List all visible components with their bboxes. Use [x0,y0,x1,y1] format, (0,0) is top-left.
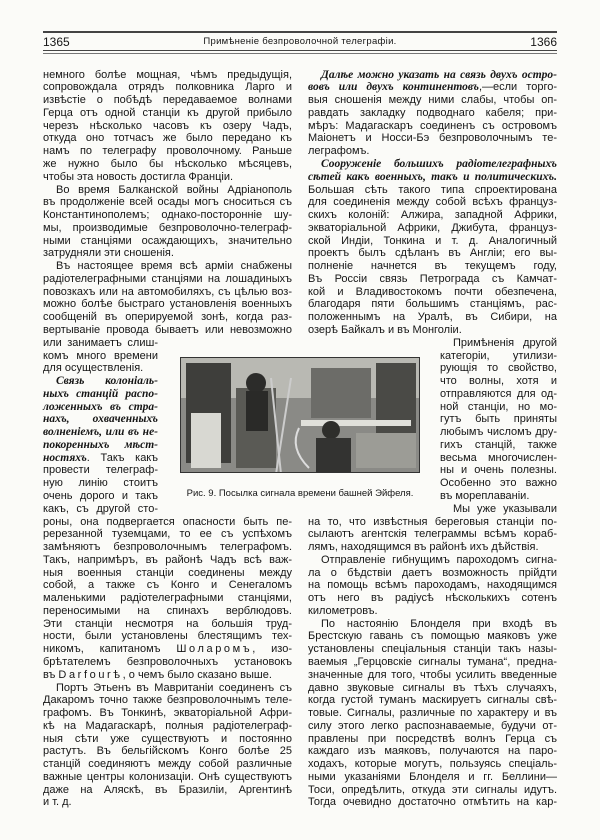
left-column-text-line [43,145,292,158]
right-column-text-line [308,669,557,682]
italic-text: волненіемъ, или въ не- [43,426,158,439]
right-column-text-line [440,362,557,375]
body-text: гихъ станцій, также [440,438,557,451]
body-text: сылаютъ агентскія телеграммы всѣмъ кораб- [308,528,557,541]
right-column-text-line [308,720,557,733]
body-text: ваемыя „Герцовскіе сигналы тумана“, предна- [308,656,557,669]
left-column-text-line [43,132,292,145]
right-column-text-line [308,771,557,784]
left-column-text-line [43,758,292,771]
body-text: на то, что извѣстныя береговыя станціи по- [308,515,557,528]
right-column-text-line [440,490,557,503]
running-title: Примѣненіе безпроволочной телеграфіи. [203,36,397,47]
left-column-text-line [43,388,158,401]
body-text: озерѣ Байкалъ и въ Монголіи. [308,324,462,336]
right-column-text-line [308,158,557,171]
body-text: . Такъ какъ [86,451,158,464]
body-text: въ продолженіе всей осады могъ сноситься съ [43,196,292,209]
body-text: сообщеній въ оперируемой зонѣ, когда раз- [43,311,292,324]
body-text: отъ него въ радіусѣ нѣсколькихъ сотенъ [308,592,557,605]
right-column-text-line [308,733,557,746]
right-column-text-line [308,605,557,618]
body-text: станцій соединяютъ между собой различные [43,758,292,771]
right-column-text-line [308,311,557,324]
body-text: ной станціи, но мо- [440,400,557,413]
body-text: же нужно было бы нѣсколько мѣсяцевъ, [43,157,292,170]
body-text: скихъ колоній: Алжира, западной Африки, [308,209,557,222]
body-text: графомъ. Въ Тонкинѣ, экваторіальной Афри- [43,707,292,720]
body-text: , о чемъ было сказано выше. [122,668,272,681]
left-column-text-line [43,260,292,273]
right-column-text-line [308,132,557,145]
body-text: роны, она подвергается опасности быть пе- [43,515,292,528]
body-text: Тоси, опредѣлить, откуда эти сигналы идутъ. [308,783,557,796]
body-text: гутъ быть приняты [440,413,557,426]
right-column-text-line [308,247,557,260]
body-text: маленькими радіотелеграфными станціями, [43,592,292,605]
right-column-text-line [308,630,557,643]
right-column-text-line [440,439,557,452]
body-text: на помощь всѣмъ пароходамъ, находящимся [308,579,557,592]
left-column-text-line [43,503,158,516]
body-text: мѣръ: Мадагаскаръ соединенъ съ островомъ [308,119,557,132]
right-column-text-line [308,286,557,299]
left-column-text-line [43,273,292,286]
left-column-text-line [43,490,158,503]
left-column-text-line [43,235,292,248]
italic-text: сѣтей какъ военныхъ, такъ и политическихъ. [308,170,557,183]
left-column-text-line [43,107,292,120]
left-column-text-line [43,324,292,337]
right-column-text-line [308,209,557,222]
left-column-text-line [43,694,292,707]
body-text: ности, были установлены блестящимъ тех- [43,630,292,643]
body-text: километровъ. [308,604,378,617]
right-column-text-line [308,694,557,707]
photo-radio-station-image [181,358,420,473]
body-text: кой и Владивостокомъ почти обезпечена, [308,285,557,298]
header-rule-top [43,31,557,33]
body-text: никомъ, капитаномъ [43,643,177,656]
left-column-text-line [43,733,292,746]
right-column-text-line [308,171,557,184]
right-column-text-line [308,196,557,209]
body-text: или занимаетъ слиш- [43,336,158,349]
body-text: товые. Сигналы, различные по характеру и въ [308,707,557,720]
body-text: рующія то свойство, [440,362,557,375]
body-text: ла о бѣдствіи даетъ возможность прійдти [308,566,557,579]
italic-text: ныхъ станцій распо- [43,387,158,400]
body-text: ходахъ, которые могутъ, пользуясь спеціаль- [308,758,557,771]
italic-text: ностяхъ [43,451,87,464]
left-column-text-line [43,618,292,631]
right-column-text-line [308,567,557,580]
right-column-text-line [308,796,557,809]
body-text: когда густой туманъ маскируетъ сигналы свѣ- [308,694,557,707]
body-text: весьма многочислен- [440,451,557,464]
right-column-text-line [308,554,557,567]
left-column-text-line [43,426,158,439]
page-number-left: 1365 [43,35,70,49]
header-rule-bottom [43,50,557,51]
left-column-text-line [43,516,292,529]
figure-caption: Рис. 9. Посылка сигнала времени башней Эйфеля. [186,488,414,499]
body-text: Эти станціи несмотря на большія труд- [43,617,292,630]
body-text: ныя военныя станціи соединены между [43,566,292,579]
header-rule-bottom-2 [43,53,557,54]
body-text: Особенно это важно [440,477,557,490]
right-column-text-line [440,452,557,465]
body-text: Дакаромъ точно также безпроволочнымъ теле- [43,694,292,707]
left-column-text-line [43,477,158,490]
right-column-text-line [308,107,557,120]
figure-photo [180,357,420,473]
body-text: намъ по телеграфу проволочному. Раньше [43,145,292,158]
body-text: По настоянію Блонделя при входѣ въ [321,617,557,630]
left-column-text-line [43,81,292,94]
left-column-text-line [43,784,292,797]
right-column-text-line [440,375,557,388]
right-column-text-line [308,656,557,669]
left-column-text-line [43,567,292,580]
left-column-text-line [43,464,158,477]
left-column-text-line [43,298,292,311]
body-text: мы, производимые безпроволочно-телеграф- [43,221,292,234]
body-text: замѣняютъ безпроволочнымъ телеграфомъ. [43,541,292,554]
left-column-text-line [43,337,158,350]
left-column-text-line [43,528,292,541]
body-text: каждаго изъ маяковъ, получаются на паро- [308,745,557,758]
body-text: и т. д. [43,796,72,809]
body-text: даже на Аляскѣ, въ Бразиліи, Аргентинѣ [43,783,292,796]
body-text: силу этого легко распознаваемые, будучи от- [308,719,557,732]
left-column-text-line [43,69,292,82]
body-text: проектъ былъ сдѣланъ въ Англіи; его вы- [308,247,557,260]
body-text: для соединенія между собой всѣхъ француз- [308,196,557,209]
italic-text: Связь колоніаль- [56,375,158,388]
body-text: комъ много времени [43,349,158,362]
right-column-text-line [308,145,557,158]
body-text: значенные для того, чтобы усилить введенные [308,668,557,681]
left-column-text-line [43,196,292,209]
left-column-text-line [43,745,292,758]
right-column-text-line [308,94,557,107]
body-text: брѣтателемъ безпроволочныхъ установокъ [43,656,292,669]
right-column-text-line [308,235,557,248]
right-column-text-line [308,579,557,592]
right-column-text-line [308,758,557,771]
body-text: Герца отъ одной станціи къ другой прибыло [43,106,292,119]
left-column-text-line [43,682,292,695]
left-column-text-line [43,669,292,682]
body-text: сопровождала отрядъ полковника Ларго и [43,81,292,94]
italic-text: ложенныхъ въ стра- [43,400,158,413]
body-text: Примѣненія другой [453,336,557,349]
left-column-text-line [43,452,158,465]
body-text: установлены спеціальныя станціи такъ назы- [308,643,557,656]
body-text: Тогда очевидно достаточно отмѣтить на кар- [308,796,557,809]
body-text: провести телеграф- [43,464,158,477]
left-column-text-line [43,643,292,656]
left-column-text-line [43,94,292,107]
left-column-text-line [43,630,292,643]
body-text: благодаря пяти большимъ станціямъ, рас- [308,298,557,311]
body-text: любымъ числомъ дру- [440,426,557,439]
left-column-text-line [43,541,292,554]
left-column-text-line [43,311,292,324]
left-column-text-line [43,184,292,197]
body-text: для осуществленія. [43,362,144,375]
right-column-text-line [308,745,557,758]
right-column-text-line [308,516,557,529]
right-column-text-line [440,337,557,350]
left-column-text-line [43,439,158,452]
body-text: Отправленіе гибнущимъ пароходомъ сигна- [321,553,557,566]
left-column-text-line [43,171,292,184]
left-column-text-line [43,656,292,669]
right-column-text-line [308,298,557,311]
body-text: давно звуковые сигналы въ тѣхъ случаяхъ, [308,681,557,694]
right-column-text-line [440,413,557,426]
left-column-text-line [43,247,292,260]
right-column-text-line [308,81,557,94]
right-column-text-line [308,222,557,235]
body-text: откуда оно тотчасъ же было передано къ [43,132,292,145]
body-text: очень дорого и такъ [43,490,158,502]
right-column-text-line [308,324,557,337]
right-column-text-line [308,273,557,286]
right-column-text-line [308,184,557,197]
right-column-text-line [308,592,557,605]
right-column-text-line [308,69,557,82]
left-column-text-line [43,362,158,375]
body-text: ными указаніями Блонделя и гг. Беллини— [308,770,557,783]
body-text: кѣ на Мадагаскарѣ, полныя радіотелеграф- [43,719,292,732]
body-text: ную линію стоитъ [43,477,158,490]
body-text: правлены при посредствѣ волнъ Герца съ [308,732,557,745]
left-column-text-line [43,592,292,605]
body-text: важные центры колонизаціи. Онѣ существуютъ [43,770,292,783]
italic-text: покоренныхъ мѣст- [43,438,158,451]
body-text: затрудняли эти сношенія. [43,247,174,260]
body-text: немного болѣе мощная, чѣмъ предыдущія, [43,68,292,81]
body-text: леграфомъ. [308,145,370,158]
left-column-text-line [43,796,292,809]
body-text: растутъ. Въ бельгійскомъ Конго болѣе 25 [43,745,292,758]
right-column-text-line [308,618,557,631]
body-text: ской Индіи, Тонкина и т. д. Аналогичный [308,234,557,247]
left-column-text-line [43,158,292,171]
italic-text: Сооруженіе большихъ радіотелеграфныхъ [321,157,557,170]
body-text: радіотелеграфными станціями на лошадиныхъ [43,272,292,285]
body-text: ны и очень полезны. [440,464,557,477]
body-text: Портъ Этьенъ въ Мавританіи соединенъ съ [56,681,292,694]
body-text: Во время Балканской войны Адріанополь [56,183,292,196]
body-text: Такъ, напримѣръ, въ районѣ Чадъ всѣ важ- [43,553,292,566]
body-text: полненіе начнется въ текущемъ году, [308,260,557,273]
body-text: Въ настоящее время всѣ арміи снабжены [56,260,292,273]
body-text: чтобы эта новость достигла Франціи. [43,170,234,183]
body-text: въ мореплаваніи. [440,490,530,502]
right-column-text-line [308,682,557,695]
left-column-text-line [43,579,292,592]
right-column-text-line [308,541,557,554]
body-text: Большая сѣть такого типа спроектирована [308,183,557,196]
body-text: можно болѣе быстраго установленія военныхъ [43,298,292,311]
right-column-text-line [308,643,557,656]
body-text: Въ Россіи связь Петрограда съ Камчат- [308,272,557,285]
right-column-text-line [440,350,557,363]
left-column-text-line [43,554,292,567]
right-column-text-line [440,426,557,439]
body-text: что волны, хотя и [440,375,557,388]
body-text: извѣстіе о побѣдѣ передаваемое волнами [43,94,292,107]
left-column-text-line [43,413,158,426]
right-column-text-line [308,260,557,273]
body-text: Константинополемъ; однако-посторонніе шу- [43,209,292,222]
right-column-text-line [308,707,557,720]
right-column-text-line [440,401,557,414]
left-column-text-line [43,401,158,414]
body-text: собой, а также съ Конго и Сенегаломъ [43,579,292,592]
right-column-text-line [440,464,557,477]
body-text: черезъ нѣсколько часовъ къ озеру Чадъ, [43,119,292,132]
body-text: категоріи, утилизи- [440,349,557,362]
right-column-text-line [308,784,557,797]
left-column-text-line [43,209,292,222]
left-column-text-line [43,350,158,363]
body-text: Мы уже указывали [453,502,557,515]
body-text: Брестскую гавань съ помощью маяковъ уже [308,630,557,643]
italic-text: вовъ или двухъ континентовъ [308,81,479,94]
page-number-right: 1366 [530,35,557,49]
body-text: равдать закладку подводнаго кабеля; при- [308,106,557,119]
body-text: лямъ, находящимся въ районѣ ихъ дѣйствія. [308,541,539,554]
body-text: выя сношенія между ними слабы, чтобы оп- [308,94,557,107]
right-column-text-line [440,503,557,516]
body-text: переносимыми на спинахъ верблюдовъ. [43,604,292,617]
left-column-text-line [43,707,292,720]
left-column-text-line [43,120,292,133]
body-text: въ [43,668,59,681]
body-text: ,—если торго- [478,81,557,94]
right-column-text-line [308,120,557,133]
body-text: , изо- [252,643,292,656]
right-column-text-line [308,528,557,541]
body-text: отправляются для од- [440,387,557,400]
left-column-text-line [43,286,292,299]
body-text: какъ, съ другой сто- [43,502,158,515]
body-text: вертываніе провода бываетъ или невозможно [43,324,292,336]
body-text: ныя сѣти уже существуютъ и постоянно [43,732,292,745]
right-column-text-line [440,388,557,401]
italic-text: нахъ, охваченныхъ [43,413,158,426]
spaced-name-text: Шоларомъ [176,643,253,656]
body-text: ререзанной туземцами, то ее съ успѣхомъ [43,528,292,541]
body-text: экваторіальной Африки, Джибута, француз- [308,221,557,234]
left-column-text-line [43,720,292,733]
body-text: повозкахъ или на автомобиляхъ, съ цѣлью воз- [43,285,292,298]
body-text: Маіонетъ и Носси-Бэ безпроволочнымъ те- [308,132,557,145]
italic-text: Далѣе можно указать на связь двухъ остро- [321,68,557,81]
right-column-text-line [440,477,557,490]
body-text: положеннымъ на Уралѣ, въ Сибири, на [308,311,557,324]
left-column-text-line [43,605,292,618]
body-text: ными станціями осаждающихъ, значительно [43,234,292,247]
spaced-name-text: Darfourѣ [58,668,123,681]
left-column-text-line [43,222,292,235]
left-column-text-line [43,375,158,388]
left-column-text-line [43,771,292,784]
